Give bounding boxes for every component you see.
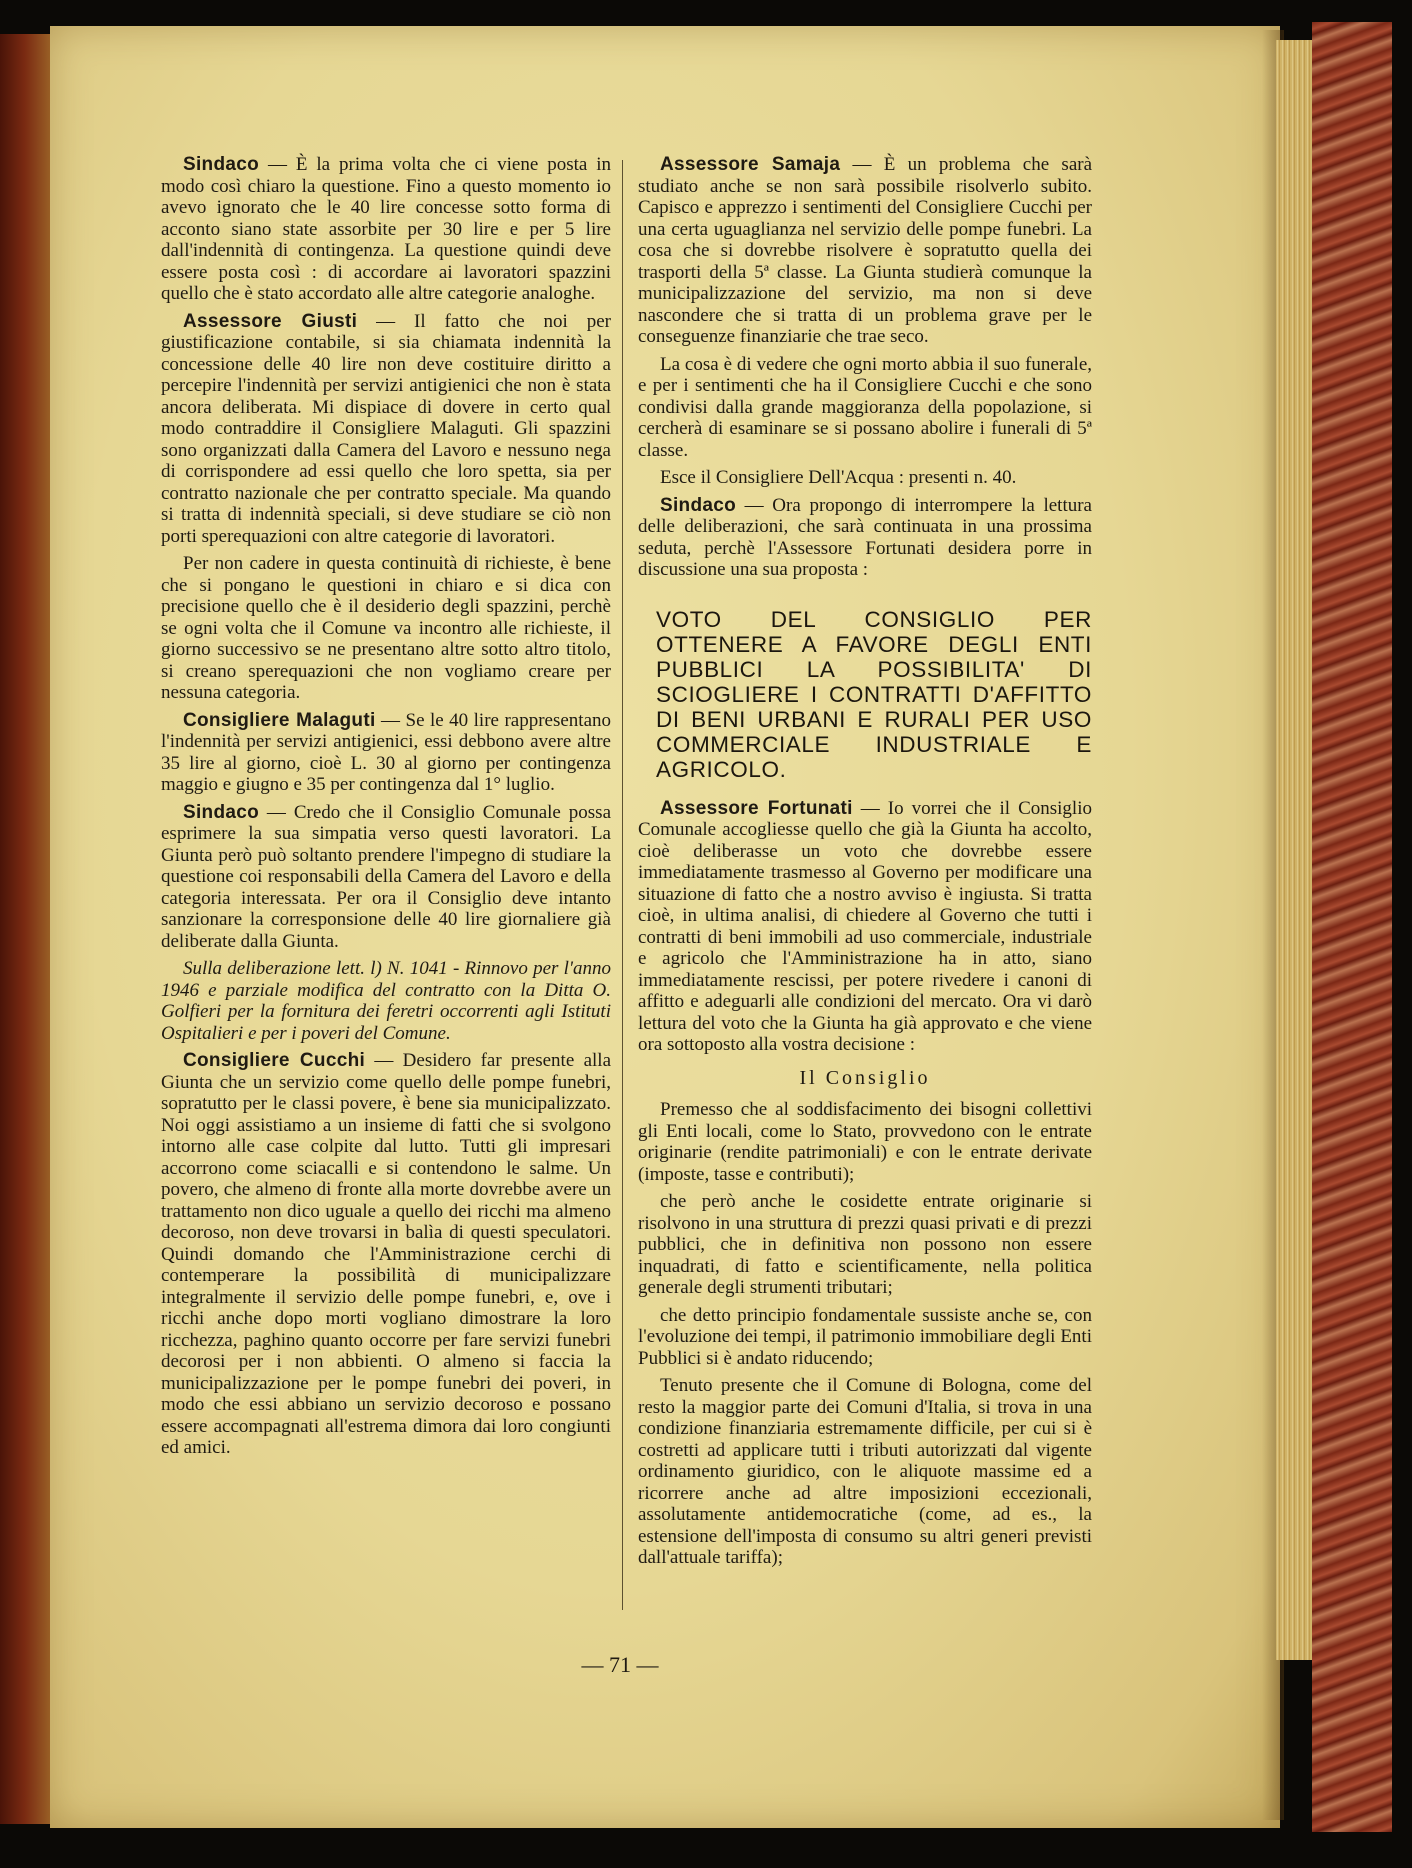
paragraph-text: — Credo che il Consiglio Comunale possa esprimere la sua simpatia verso questi lavoratori. La Giunta però può soltanto prendere l'impegno di studiare la questione coi responsabili della Camera del Lavoro e della categoria interessata. Per ora il Consiglio deve intanto sanzionare la corresponsione delle 40 lire giornaliere già deliberate dalla Giunta. xyxy=(161,801,611,952)
page-stack-edge xyxy=(1276,40,1312,1660)
speaker-name: Assessore Giusti xyxy=(183,310,358,332)
paragraph-text: — Il fatto che noi per giustificazione contabile, si sia chiamata indennità la concessione delle 40 lire non deve costituire diritto a percepire l'indennità per servizi antigienici che non è stata ancora deliberata. Mi dispiace di dovere in certo qual modo contraddire il Consigliere Malaguti. Gli spazzini sono organizzati dalla Camera del Lavoro e nessuno nega di corrispondere ad essi quello che loro spetta, sia per contratto nazionale che per contratto speciale. Ma quando si tratta di indennità speciali, si deve studiare se ciò non porti sperequazioni con altre categorie di lavoratori. xyxy=(161,310,611,547)
speaker-name: Consigliere Cucchi xyxy=(183,1050,366,1071)
paragraph xyxy=(161,311,611,548)
paragraph: che però anche le cosidette entrate originarie si risolvono in una struttura di prezzi quasi privati e di prezzi pubblici, che in definitiva non possono non essere inquadrati, di fatto e scientificamente, nella politica generale degli strumenti tributari; xyxy=(638,1191,1092,1298)
paragraph-text: — Se le 40 lire rappresentano l'indennità per servizi antigienici, essi debbono avere altre 35 lire al giorno, cioè L. 30 al giorno per contingenza maggio e giugno e 35 per contingenza dal 1° luglio. xyxy=(161,709,612,795)
deliberation-title: Sulla deliberazione lett. l) N. 1041 - Rinnovo per l'anno 1946 e parziale modifica del contratto con la Ditta O. Golfieri per la fornitura dei feretri occorrenti agli Istituti Ospitalieri e per i poveri del Comune. xyxy=(161,958,611,1044)
speaker-name: Sindaco xyxy=(660,494,737,516)
paragraph-text: — Io vorrei che il Consiglio Comunale accogliesse quello che già la Giunta ha accolto, cioè deliberasse un voto che dovrebbe essere immediatamente trasmesso al Governo per modificare una situazione di fatto che a nostro avviso è ingiusta. Si tratta cioè, in ultima analisi, di chiedere al Governo che tutti i contratti di beni immobili ad uso commerciale, industriale e agricolo che l'Amministrazione ha in atto, siano immediatamente rescissi, per potere rivedere i canoni di affitto e adeguarli alle condizioni del mercato. Ora vi darò lettura del voto che la Giunta ha già approvato e che viene ora sottoposto alla vostra decisione : xyxy=(638,797,1092,1055)
paragraph xyxy=(161,553,611,704)
paragraph: Premesso che al soddisfacimento dei bisogni collettivi gli Enti locali, come lo Stato, provvedono con le entrate originarie (rendite patrimoniali) e con le entrate derivate (imposte, tasse e contributi); xyxy=(638,1099,1092,1185)
paragraph-text: — È la prima volta che ci viene posta in modo così chiaro la questione. Fino a questo momento io avevo ignorato che le 40 lire concesse sotto forma di acconto siano state assorbite per 30 lire e per 5 lire dall'indennità di contingenza. La questione quindi deve essere posta così : di accordare ai lavoratori spazzini quello che è stato accordato alle altre categorie analoghe. xyxy=(161,154,611,304)
paragraph: Tenuto presente che il Comune di Bologna, come del resto la maggior parte dei Comuni d'Italia, si trova in una condizione finanziaria estremamente difficile, per cui si è costretti ad applicare tutti i tributi autorizzati dal vigente ordinamento giuridico, con le aliquote massime ed a ricorrere anche ad altre imposizioni eccezionali, assolutamente antidemocratiche (come, ad es., la estensione dell'imposta di consumo su altri generi previsti dall'attuale tariffa); xyxy=(638,1375,1092,1568)
right-column xyxy=(638,154,1092,1575)
paragraph-text: — Desidero far presente alla Giunta che un servizio come quello delle pompe funebri, sopratutto per le classi povere, è bene sia municipalizzato. Noi oggi assistiamo a un insieme di fatti che si svolgono intorno alle case colpite dal lutto. Tutti gli impresari accorrono come sciacalli e si contendono le salme. Un povero, che almeno di fronte alla morte dovrebbe avere un trattamento non dico uguale a quello dei ricchi ma almeno decoroso, non deve trovarsi in balìa di questi speculatori. Quindi domando che l'Amministrazione cerchi di contemperare la possibilità di municipalizzare integralmente il servizio delle pompe funebri, e, ove i ricchi anche dopo morti vogliano dimostrare la loro ricchezza, paghino quanto occorre per fare servizi funebri decorosi per i non abbienti. O almeno si faccia la municipalizzazione per le pompe funebri dei poveri, in modo che essi abbiano un servizio decoroso e possano essere accompagnati all'estrema dimora dai loro congiunti ed amici. xyxy=(161,1050,611,1458)
column-divider xyxy=(622,160,623,1610)
paragraph: che detto principio fondamentale sussiste anche se, con l'evoluzione dei tempi, il patrimonio immobiliare degli Enti Pubblici si è andato riducendo; xyxy=(638,1304,1092,1369)
paragraph: Esce il Consigliere Dell'Acqua : presenti n. 40. xyxy=(660,467,1017,488)
section-title: Il Consiglio xyxy=(799,1066,931,1089)
speaker-name: Consigliere Malaguti xyxy=(183,709,376,731)
speaker-name: Assessore Samaja xyxy=(660,154,841,175)
paragraph xyxy=(161,154,611,305)
page-number: — 71 — xyxy=(581,1652,659,1677)
left-column xyxy=(161,154,611,1465)
speaker-name: Sindaco xyxy=(183,801,260,823)
paragraph xyxy=(638,495,1092,581)
paragraph xyxy=(161,710,611,796)
paragraph xyxy=(638,798,1092,1056)
paragraph xyxy=(161,802,611,953)
speaker-name: Sindaco xyxy=(183,154,260,175)
motion-heading: VOTO DEL CONSIGLIO PER OTTENERE A FAVORE DEGLI ENTI PUBBLICI LA POSSIBILITA' DI SCIOGLIERE I CONTRATTI D'AFFITTO DI BENI URBANI E RURALI PER USO COMMERCIALE INDUSTRIALE E AGRICOLO. xyxy=(656,606,1092,782)
paragraph-text: — Ora propongo di interrompere la lettura delle deliberazioni, che sarà continuata in una prossima seduta, perchè l'Assessore Fortunati desidera porre in discussione una sua proposta : xyxy=(638,494,1092,580)
book-cover-edge xyxy=(1312,22,1392,1832)
paragraph: La cosa è di vedere che ogni morto abbia il suo funerale, e per i sentimenti che ha il Consigliere Cucchi e che sono condivisi dalla grande maggioranza della popolazione, si cercherà di esaminare se si possano abolire i funerali di 5ª classe. xyxy=(638,353,1092,461)
paragraph xyxy=(638,154,1092,348)
speaker-name: Assessore Fortunati xyxy=(660,797,853,819)
paragraph-text: Per non cadere in questa continuità di richieste, è bene che si pongano le questioni in chiaro e si dica con precisione quello che è il desiderio degli spazzini, perchè se ogni volta che il Comune va incontro alle richieste, il giorno successivo se ne presentano altre sotto altro titolo, si creano sperequazioni che non vogliamo creare per nessuna categoria. xyxy=(161,553,611,703)
paragraph xyxy=(161,1050,611,1459)
paragraph-text: — È un problema che sarà studiato anche se non sarà possibile risolverlo subito. Capisco e apprezzo i sentimenti del Consigliere Cucchi per una certa uguaglianza nel servizio delle pompe funebri. La cosa che si dovrebbe risolvere è sopratutto quella dei trasporti della 5ª classe. La Giunta studierà comunque la municipalizzazione del servizio, ma non si deve nascondere che si tratta di un problema grave per le conseguenze finanziarie che trae seco. xyxy=(638,154,1093,347)
